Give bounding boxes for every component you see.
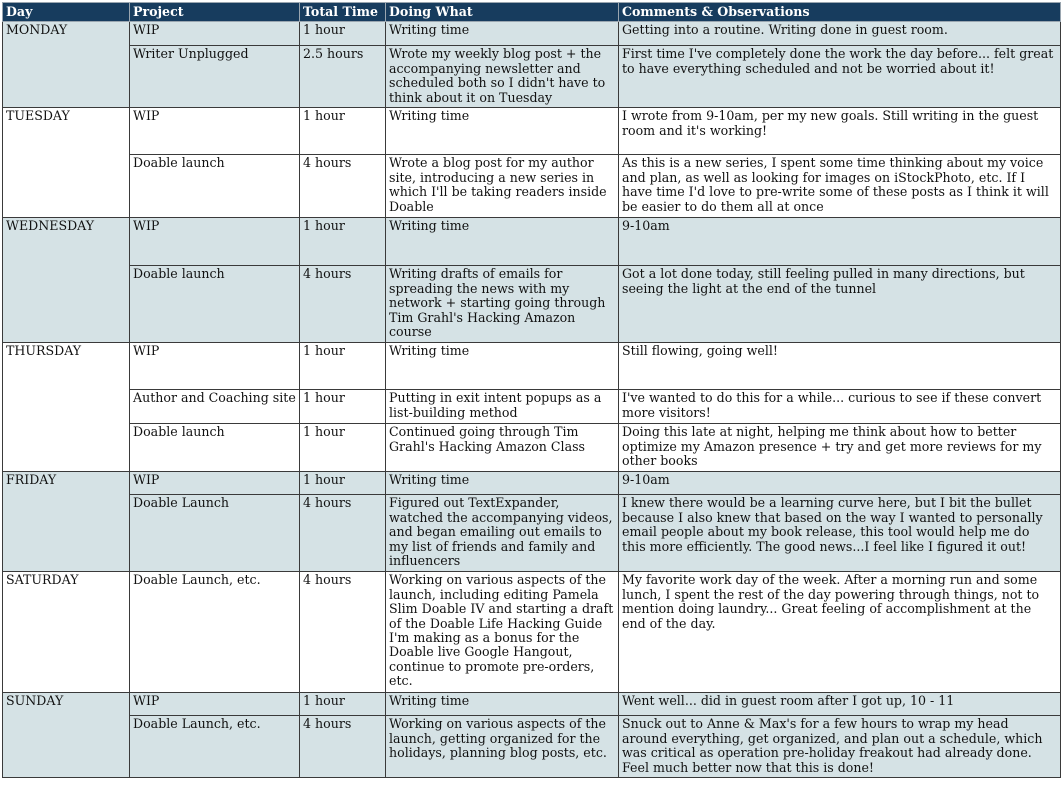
time-cell: 4 hours [300, 572, 386, 693]
time-cell: 1 hour [300, 390, 386, 424]
comments-cell: Still flowing, going well! [619, 343, 1061, 390]
project-cell: Doable Launch [130, 495, 300, 572]
doing-cell: Writing time [386, 472, 619, 495]
table-row [3, 266, 1061, 343]
doing-cell: Writing time [386, 22, 619, 46]
time-cell: 4 hours [300, 716, 386, 778]
doing-cell: Figured out TextExpander, watched the accompanying videos, and began emailing out emails to my list of friends and family and influencers [386, 495, 619, 572]
table-row [3, 22, 1061, 46]
table-row [3, 46, 1061, 108]
comments-cell: Got a lot done today, still feeling pulled in many directions, but seeing the light at the end of the tunnel [619, 266, 1061, 343]
doing-cell: Writing time [386, 693, 619, 716]
day-cell: SATURDAY [3, 572, 130, 693]
project-cell: WIP [130, 472, 300, 495]
project-cell: WIP [130, 693, 300, 716]
table-row [3, 693, 1061, 716]
header-day: Day [3, 3, 130, 22]
table-row [3, 343, 1061, 390]
header-doing-what: Doing What [386, 3, 619, 22]
comments-cell: My favorite work day of the week. After a morning run and some lunch, I spent the rest of the day powering through things, not to mention doing laundry... Great feeling of accomplishment at the end of the day. [619, 572, 1061, 693]
project-cell: WIP [130, 22, 300, 46]
day-cell: THURSDAY [3, 343, 130, 472]
project-cell: WIP [130, 343, 300, 390]
table-row [3, 716, 1061, 778]
doing-cell: Writing time [386, 108, 619, 155]
table-row [3, 155, 1061, 218]
time-cell: 4 hours [300, 495, 386, 572]
doing-cell: Putting in exit intent popups as a list-building method [386, 390, 619, 424]
table-row [3, 108, 1061, 155]
header-total-time: Total Time [300, 3, 386, 22]
table-row [3, 572, 1061, 693]
time-cell: 1 hour [300, 472, 386, 495]
project-cell: WIP [130, 108, 300, 155]
day-cell: SUNDAY [3, 693, 130, 778]
comments-cell: 9-10am [619, 218, 1061, 266]
doing-cell: Writing time [386, 343, 619, 390]
doing-cell: Continued going through Tim Grahl's Hacking Amazon Class [386, 424, 619, 472]
table-row [3, 495, 1061, 572]
project-cell: Doable Launch, etc. [130, 572, 300, 693]
time-cell: 1 hour [300, 693, 386, 716]
doing-cell: Wrote a blog post for my author site, introducing a new series in which I'll be taking readers inside Doable [386, 155, 619, 218]
comments-cell: Went well... did in guest room after I got up, 10 - 11 [619, 693, 1061, 716]
comments-cell: I wrote from 9-10am, per my new goals. Still writing in the guest room and it's working! [619, 108, 1061, 155]
project-cell: WIP [130, 218, 300, 266]
header-comments: Comments & Observations [619, 3, 1061, 22]
table-row [3, 472, 1061, 495]
table-row [3, 390, 1061, 424]
header-row [3, 3, 1061, 22]
table-row [3, 424, 1061, 472]
comments-cell: I knew there would be a learning curve here, but I bit the bullet because I also knew that based on the way I wanted to personally email people about my book release, this tool would help me do this more efficiently. The good news...I feel like I figured it out! [619, 495, 1061, 572]
doing-cell: Writing time [386, 218, 619, 266]
day-cell: FRIDAY [3, 472, 130, 572]
day-cell: TUESDAY [3, 108, 130, 218]
table-row [3, 218, 1061, 266]
comments-cell: I've wanted to do this for a while... curious to see if these convert more visitors! [619, 390, 1061, 424]
project-cell: Writer Unplugged [130, 46, 300, 108]
time-cell: 1 hour [300, 343, 386, 390]
day-cell: MONDAY [3, 22, 130, 108]
comments-cell: Doing this late at night, helping me think about how to better optimize my Amazon presence + try and get more reviews for my other books [619, 424, 1061, 472]
doing-cell: Working on various aspects of the launch, getting organized for the holidays, planning blog posts, etc. [386, 716, 619, 778]
time-cell: 4 hours [300, 155, 386, 218]
header-project: Project [130, 3, 300, 22]
project-cell: Doable launch [130, 266, 300, 343]
doing-cell: Writing drafts of emails for spreading the news with my network + starting going through Tim Grahl's Hacking Amazon course [386, 266, 619, 343]
day-cell: WEDNESDAY [3, 218, 130, 343]
project-cell: Doable launch [130, 424, 300, 472]
doing-cell: Wrote my weekly blog post + the accompanying newsletter and scheduled both so I didn't have to think about it on Tuesday [386, 46, 619, 108]
doing-cell: Working on various aspects of the launch, including editing Pamela Slim Doable IV and starting a draft of the Doable Life Hacking Guide I'm making as a bonus for the Doable live Google Hangout, continue to promote pre-orders, etc. [386, 572, 619, 693]
weekly-time-log-table [2, 2, 1061, 778]
time-cell: 1 hour [300, 22, 386, 46]
project-cell: Author and Coaching site [130, 390, 300, 424]
time-cell: 1 hour [300, 424, 386, 472]
time-cell: 1 hour [300, 108, 386, 155]
comments-cell: First time I've completely done the work the day before... felt great to have everything scheduled and not be worried about it! [619, 46, 1061, 108]
time-cell: 1 hour [300, 218, 386, 266]
comments-cell: Getting into a routine. Writing done in guest room. [619, 22, 1061, 46]
comments-cell: 9-10am [619, 472, 1061, 495]
project-cell: Doable Launch, etc. [130, 716, 300, 778]
comments-cell: As this is a new series, I spent some time thinking about my voice and plan, as well as looking for images on iStockPhoto, etc. If I have time I'd love to pre-write some of these posts as I think it will be easier to do them all at once [619, 155, 1061, 218]
comments-cell: Snuck out to Anne & Max's for a few hours to wrap my head around everything, get organized, and plan out a schedule, which was critical as operation pre-holiday freakout had already done. Feel much better now that this is done! [619, 716, 1061, 778]
time-cell: 4 hours [300, 266, 386, 343]
project-cell: Doable launch [130, 155, 300, 218]
time-cell: 2.5 hours [300, 46, 386, 108]
